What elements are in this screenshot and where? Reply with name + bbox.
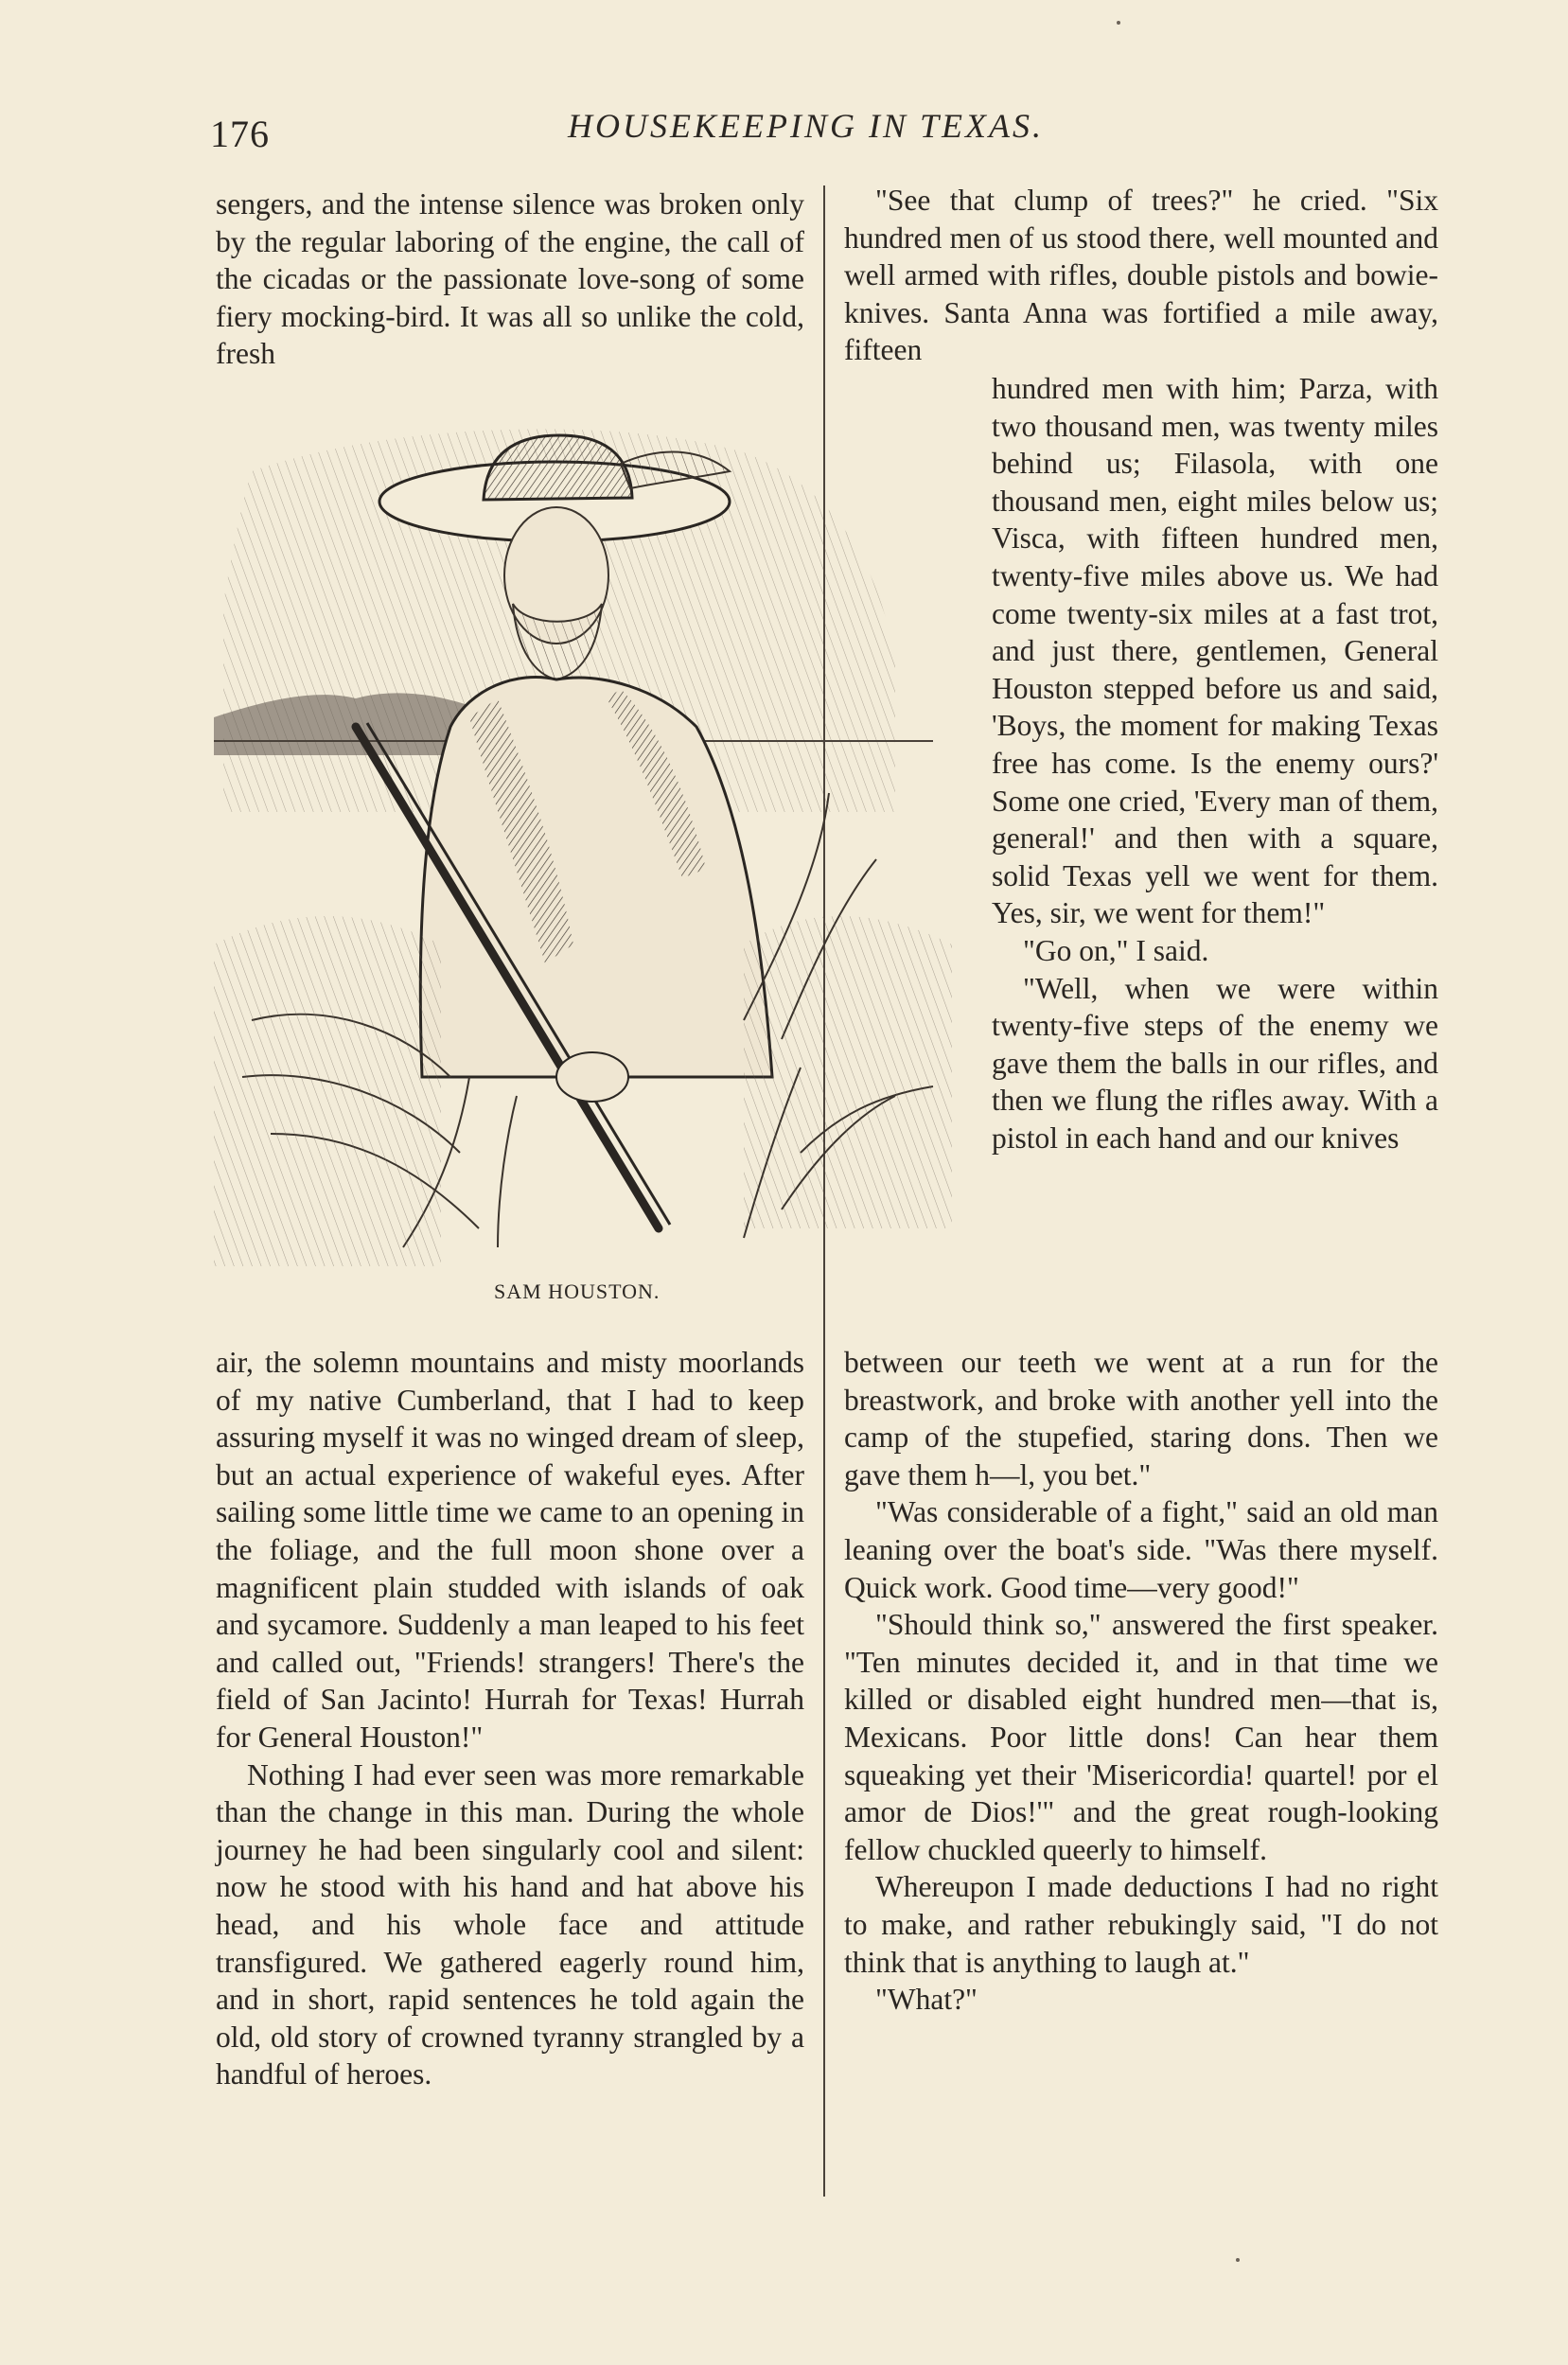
paragraph: sengers, and the intense silence was broken only by the regular laboring of the engine, the call of the cicadas or the passionate love-song of some fiery mocking-bird. It was all so unlike the cold, fresh	[216, 187, 804, 371]
paragraph: "What?"	[875, 1983, 978, 2017]
paragraph: "Should think so," answered the first speaker. "Ten minutes decided it, and in that time we killed or disabled eight hundred men—that is, Mexicans. Poor little dons! Can hear them squeaking yet their 'Misericordia! quartel! por el amor de Dios!'" and the great rough-looking fellow chuckled queerly to himself.	[844, 1608, 1438, 1866]
paragraph: Whereupon I made deductions I had no right to make, and rather rebukingly said, "I do not think that is anything to laugh at."	[844, 1870, 1438, 1979]
right-column-narrow	[992, 370, 1438, 1156]
figure-caption: SAM HOUSTON.	[494, 1280, 661, 1303]
paper-speck	[1117, 21, 1120, 25]
left-column-top	[216, 185, 804, 373]
paragraph: between our teeth we went at a run for the breastwork, and broke with another yell into the camp of the stupefied, staring dons. Then we gave them h—l, you bet."	[844, 1346, 1438, 1491]
running-head: HOUSEKEEPING IN TEXAS.	[568, 107, 1044, 145]
paragraph: "Go on," I said.	[1023, 933, 1209, 967]
paragraph: Nothing I had ever seen was more remarkable than the change in this man. During the whole journey he had been singularly cool and silent: now he stood with his hand and hat above his head, and his whole face and attitude transfigured. We gathered eagerly round him, and in short, rapid sentences he told again the old, old story of crowned tyranny strangled by a handful of heroes.	[216, 1757, 804, 2091]
right-column-top	[844, 182, 1438, 369]
engraving-portrait-of-man-with-hat-and-rifle-icon	[214, 415, 971, 1271]
paragraph: "Well, when we were within twenty-five steps of the enemy we gave them the balls in our rifles, and then we flung the rifles away. With a pistol in each hand and our knives	[992, 971, 1438, 1155]
page-number: 176	[210, 113, 270, 155]
paper-speck	[1236, 2258, 1240, 2262]
paragraph: air, the solemn mountains and misty moorlands of my native Cumberland, that I had to keep assuring myself it was no winged dream of sleep, but an actual experience of wakeful eyes. After sailing some little time we came to an opening in the foliage, and the full moon shone over a magnificent plain studded with islands of oak and sycamore. Suddenly a man leaped to his feet and called out, "Friends! strangers! There's the field of San Jacinto! Hurrah for Texas! Hurrah for General Houston!"	[216, 1346, 804, 1754]
paragraph: hundred men with him; Parza, with two thousand men, was twenty miles behind us; Filasola, with one thousand men, eight miles below us; Visca, with fifteen hundred men, twenty-five miles above us. We had come twenty-six miles at a fast trot, and just there, gentlemen, General Houston stepped before us and said, 'Boys, the moment for making Texas free has come. Is the enemy ours?' Some one cried, 'Every man of them, general!' and then with a square, solid Texas yell we went for them. Yes, sir, we went for them!"	[992, 372, 1438, 930]
right-column-bottom	[844, 1344, 1438, 2019]
paragraph: "Was considerable of a fight," said an old man leaning over the boat's side. "Was there myself. Quick work. Good time—very good!"	[844, 1495, 1438, 1604]
left-column-bottom	[216, 1344, 804, 2093]
paragraph: "See that clump of trees?" he cried. "Six hundred men of us stood there, well mounted and well armed with rifles, double pistols and bowie-knives. Santa Anna was fortified a mile away, fifteen	[844, 184, 1438, 367]
